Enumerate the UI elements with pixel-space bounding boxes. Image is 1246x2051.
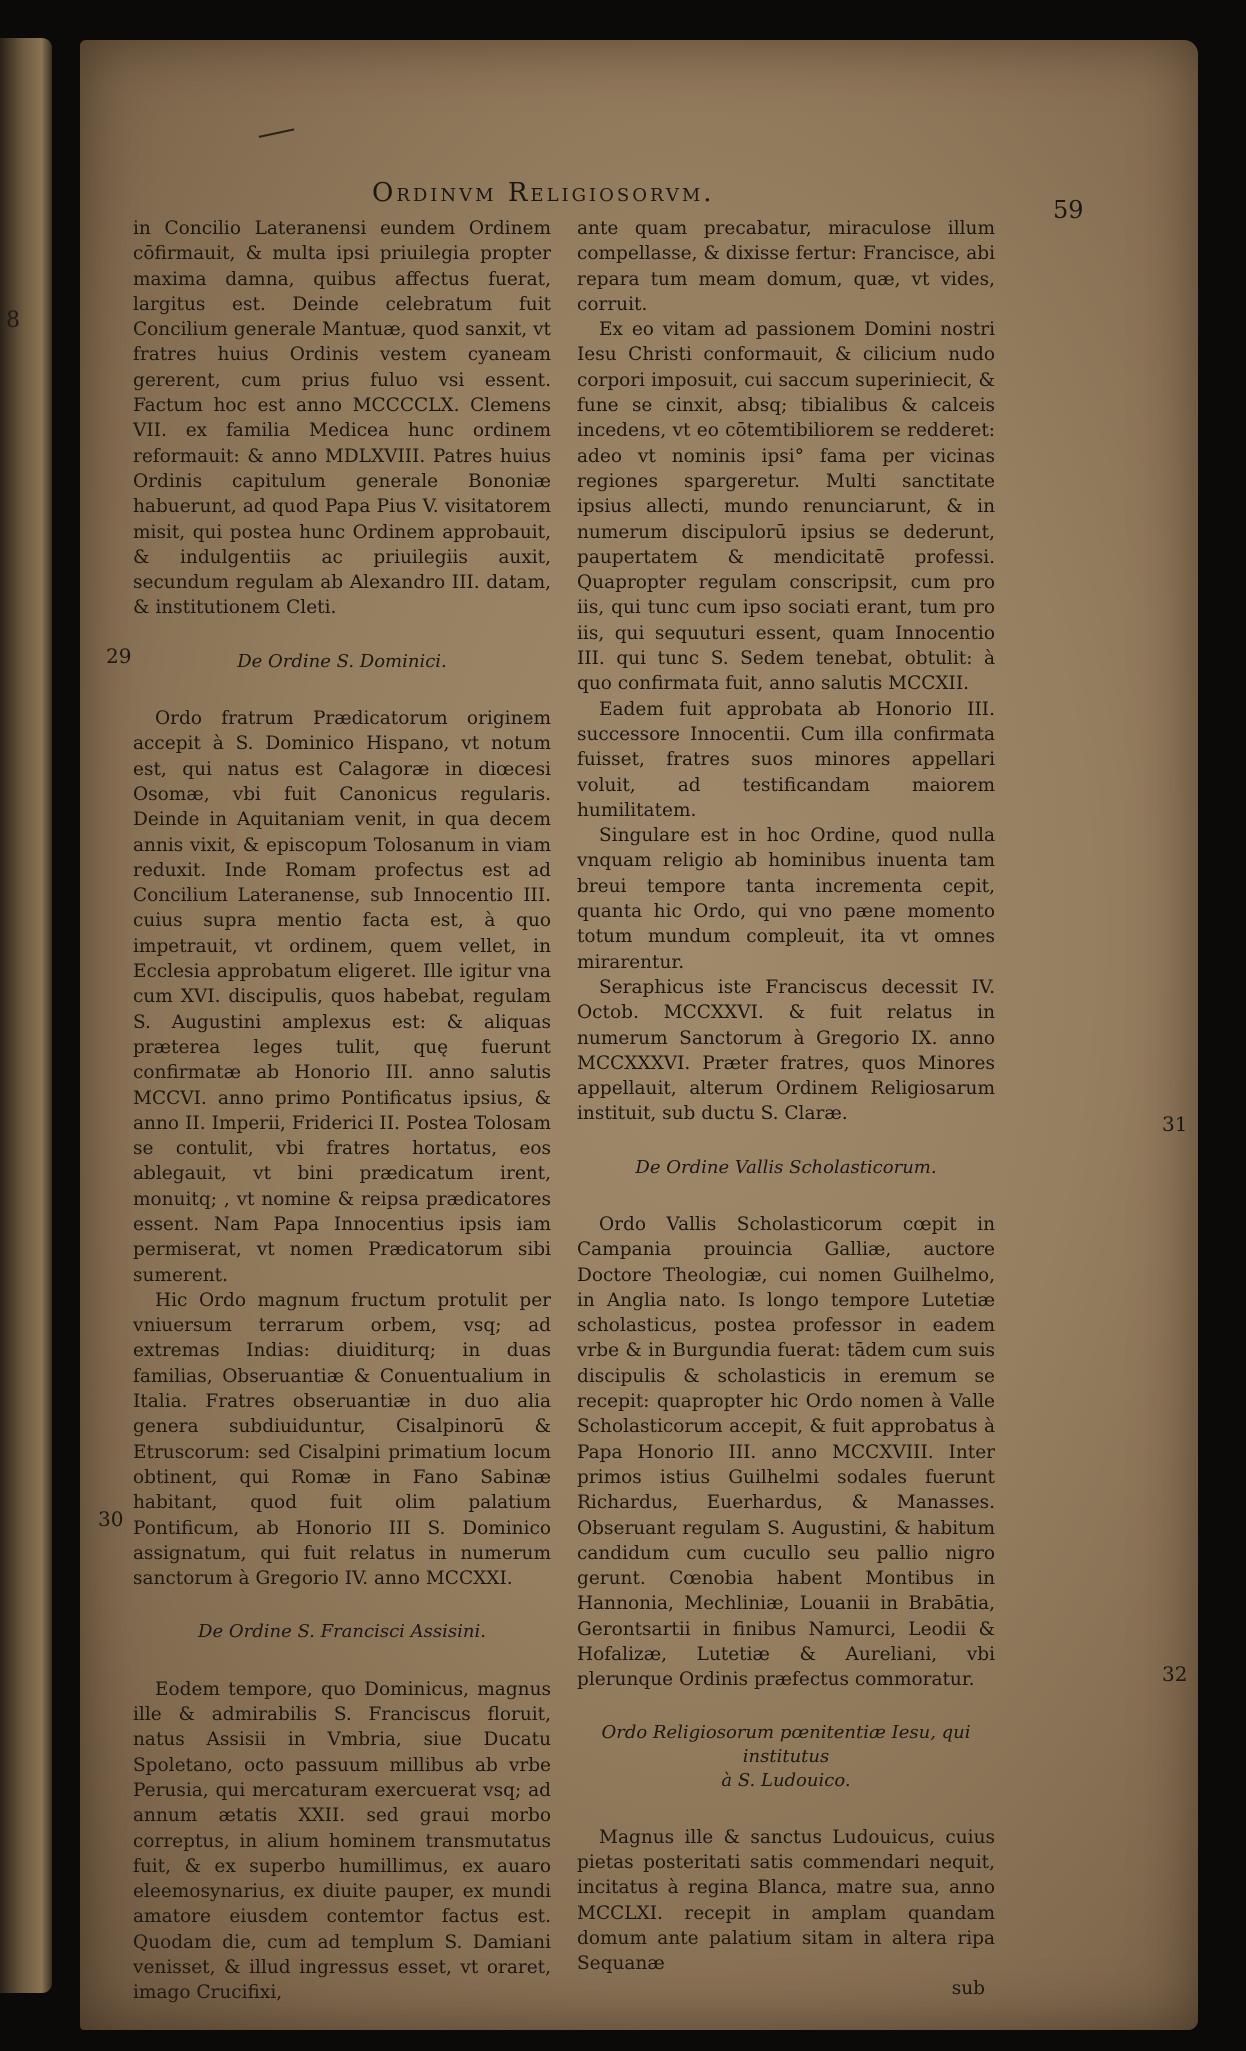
paragraph-dominic-2: Hic Ordo magnum fructum protulit per vniuersum terrarum orbem, vsq; ad extremas Indias: diuiditurq; in duas familias, Obseruantiæ & Conuentualium in Italia. Fratres obseruantiæ in duo alia genera subdiuiduntur, Cisalpinorū & Etruscorum: sed Cisalpini primatium locum obtinent, qui Romæ in Fano Sabinæ habitant, quod fuit olim palatium Pontificum, ab Honorio III S. Dominico assignatum, qui fuit relatus in numerum sanctorum à Gregorio IV. anno MCCXXI. bbox=[133, 1289, 551, 1590]
margin-number-32: 32 bbox=[1162, 1662, 1188, 1686]
heading-ludouico-line-2: à S. Ludouico. bbox=[721, 1769, 851, 1791]
book-page bbox=[80, 40, 1198, 2030]
margin-number-29: 29 bbox=[106, 644, 132, 668]
paragraph-francis-3: Eadem fuit approbata ab Honorio III. successore Innocentii. Cum illa confirmata fuisset, fratres suos minores appellari voluit, ad testificandam maiorem humilitatem. bbox=[577, 698, 995, 821]
margin-number-30: 30 bbox=[98, 1507, 124, 1531]
left-column bbox=[133, 216, 551, 2006]
page-number: 59 bbox=[1053, 196, 1084, 224]
margin-number-31: 31 bbox=[1162, 1112, 1188, 1136]
previous-page-edge bbox=[0, 38, 52, 1993]
catchword: sub bbox=[951, 1978, 985, 2000]
heading-francis: De Ordine S. Francisci Assisini. bbox=[198, 1621, 486, 1643]
ink-mark bbox=[259, 128, 298, 151]
paragraph-francis-cont: ante quam precabatur, miraculose illum compellasse, & dixisse fertur: Francisce, abi repara tum meam domum, quæ, vt vides, corruit. bbox=[577, 218, 995, 315]
previous-page-margin-number: 8 bbox=[6, 308, 20, 333]
running-header: Ordinvm Religiosorvm. bbox=[372, 178, 715, 208]
heading-ludouico-line-1: Ordo Religiosorum pœnitentiæ Iesu, qui institutus bbox=[601, 1721, 971, 1767]
paragraph-francis-1: Eodem tempore, quo Dominicus, magnus ille & admirabilis S. Franciscus floruit, natus Assisii in Vmbria, siue Ducatu Spoletano, octo passuum millibus ab vrbe Perusia, qui mercaturam exercuerat vsq; ad annum ætatis XXII. sed graui morbo correptus, in alium hominem transmutatus fuit, & ex superbo humillimus, ex auaro eleemosynarius, ex diuite pauper, ex mundi amatore eiusdem contemtor factus est. Quodam die, cum ad templum S. Damiani venisset, & illud ingressus esset, vt oraret, imago Crucifixi, bbox=[133, 1678, 551, 2004]
right-column bbox=[577, 216, 995, 2002]
paragraph-francis-5: Seraphicus iste Franciscus decessit IV. Octob. MCCXXVI. & fuit relatus in numerum Sanctorum à Gregorio IX. anno MCCXXXVI. Præter fratres, quos Minores appellauit, alterum Ordinem Religiosarum instituit, sub ductu S. Claræ. bbox=[577, 976, 995, 1125]
heading-ludouico bbox=[577, 1721, 995, 1793]
paragraph-intro: in Concilio Lateranensi eundem Ordinem cōfirmauit, & multa ipsi priuilegia propter maxima damna, quibus affectus fuerat, largitus est. Deinde celebratum fuit Concilium generale Mantuæ, quod sanxit, vt fratres huius Ordinis vestem cyaneam gererent, cum prius fuluo vsi essent. Factum hoc est anno MCCCCLX. Clemens VII. ex familia Medicea hunc ordinem reformauit: & anno MDLXVIII. Patres huius Ordinis capitulum generale Bononiæ habuerunt, ad quod Papa Pius V. visitatorem misit, qui postea hunc Ordinem approbauit, & indulgentiis ac priuilegiis auxit, secundum regulam ab Alexandro III. datam, & institutionem Cleti. bbox=[133, 218, 551, 619]
paragraph-francis-2: Ex eo vitam ad passionem Domini nostri Iesu Christi conformauit, & cilicium nudo corpori imposuit, cui saccum superiniecit, & fune se cinxit, absq; tibialibus & calceis incedens, vt eo cōtemtibiliorem se redderet: adeo vt nominis ipsi° fama per vicinas regiones spargeretur. Multi sanctitate ipsius allecti, mundo renunciarunt, & in numerum discipulorū ipsius se dederunt, paupertatem & mendicitatē professi. Quapropter regulam conscripsit, cum pro iis, qui tunc cum ipso sociati erant, tum pro iis, qui sequuturi essent, quam Innocentio III. qui tunc S. Sedem tenebat, obtulit: à quo confirmata fuit, anno salutis MCCXII. bbox=[577, 319, 995, 695]
paragraph-francis-4: Singulare est in hoc Ordine, quod nulla vnquam religio ab hominibus inuenta tam breui tempore tanta incrementa cepit, quanta hic Ordo, qui vno pæne momento totum mundum compleuit, ita vt omnes mirarentur. bbox=[577, 825, 995, 973]
paragraph-dominic-1: Ordo fratrum Prædicatorum originem accepit à S. Dominico Hispano, vt notum est, qui natus est Calagoræ in diœcesi Osomæ, vbi fuit Canonicus regularis. Deinde in Aquitaniam venit, in qua decem annis vixit, & episcopum Tolosanum in viam reduxit. Inde Romam profectus est ad Concilium Lateranense, sub Innocentio III. cuius supra mentio facta est, à quo impetrauit, vt ordinem, quem vellet, in Ecclesia approbatum eligeret. Ille igitur vna cum XVI. discipulis, quos habebat, regulam S. Augustini amplexus est: & aliquas præterea leges tulit, quę fuerunt confirmatæ ab Honorio III. anno salutis MCCVI. anno primo Pontificatus ipsius, & anno II. Imperii, Friderici II. Postea Tolosam se contulit, vbi fratres hortatus, eos ablegauit, vt bini prædicatum irent, monuitq; , vt nomine & reipsa prædicatores essent. Nam Papa Innocentius ipsis iam permiserat, vt nomen Prædicatorum sibi sumerent. bbox=[133, 708, 551, 1286]
paragraph-vallis-1: Ordo Vallis Scholasticorum cœpit in Campania prouincia Galliæ, auctore Doctore Theologiæ, cui nomen Guilhelmo, in Anglia nato. Is longo tempore Lutetiæ scholasticus, postea professor in eadem vrbe & in Burgundia fuerat: tādem cum suis discipulis & scholasticis in eremum se recepit: quapropter hic Ordo nomen à Valle Scholasticorum accepit, & fuit approbatus à Papa Honorio III. anno MCCXVIII. Inter primos istius Guilhelmi sodales fuerunt Richardus, Euerhardus, & Manasses. Obseruant regulam S. Augustini, & habitum candidum cum cucullo seu pallio nigro gerunt. Cœnobia habent Montibus in Hannonia, Mechliniæ, Louanii in Brabātia, Gerontsartii in finibus Namurci, Leodii & Hofalizæ, Lutetiæ & Aureliani, vbi plerunque Ordinis præfectus commoratur. bbox=[577, 1213, 995, 1691]
heading-vallis: De Ordine Vallis Scholasticorum. bbox=[635, 1156, 937, 1178]
heading-dominic: De Ordine S. Dominici. bbox=[237, 650, 447, 672]
paragraph-ludouico-1: Magnus ille & sanctus Ludouicus, cuius pietas posteritati satis commendari nequit, incitatus à regina Blanca, matre sua, anno MCCLXI. recepit in amplam quandam domum ante palatium sitam in altera ripa Sequanæ bbox=[577, 1826, 995, 1975]
